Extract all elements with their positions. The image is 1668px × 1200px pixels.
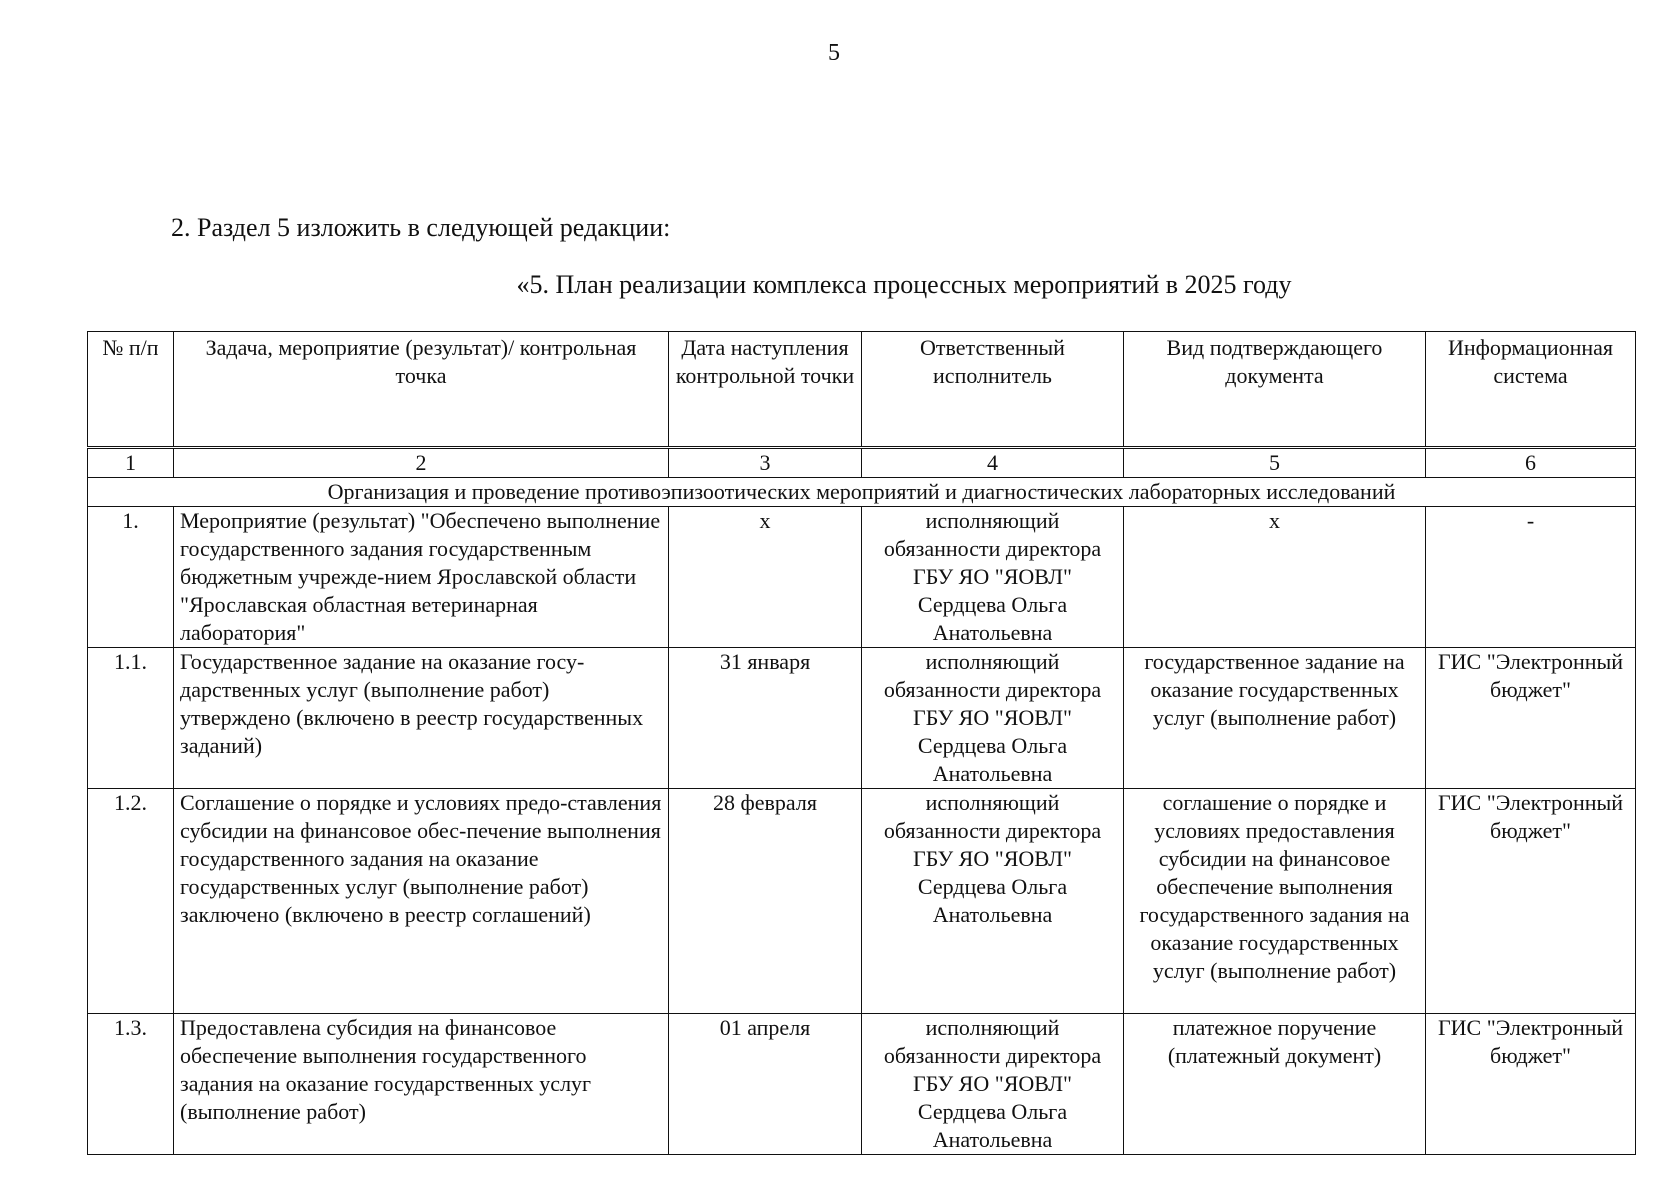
row-task: Государственное задание на оказание госу-дарственных услуг (выполнение работ) утверждено (включено в реестр государственных заданий)	[174, 648, 669, 789]
header-cell-document: Вид подтверждающего документа	[1124, 332, 1426, 448]
row-document: платежное поручение (платежный документ)	[1124, 1014, 1426, 1155]
row-document: соглашение о порядке и условиях предоставления субсидии на финансовое обеспечение выполнения государственного задания на оказание государственных услуг (выполнение работ)	[1124, 789, 1426, 1014]
header-cell-executor: Ответственный исполнитель	[862, 332, 1124, 448]
table-header-row	[88, 332, 1636, 448]
row-system: -	[1426, 507, 1636, 648]
column-number-row	[88, 448, 1636, 478]
row-date: 28 февраля	[669, 789, 862, 1014]
table-row	[88, 507, 1636, 648]
table-title: «5. План реализации комплекса процессных мероприятий в 2025 году	[516, 270, 1292, 299]
row-number: 1.2.	[88, 789, 174, 1014]
row-number: 1.	[88, 507, 174, 648]
page-number: 5	[828, 40, 840, 66]
row-system: ГИС "Электронный бюджет"	[1426, 789, 1636, 1014]
header-cell-task: Задача, мероприятие (результат)/ контрольная точка	[174, 332, 669, 448]
row-document: x	[1124, 507, 1426, 648]
column-number-cell: 6	[1426, 448, 1636, 478]
table-row	[88, 1014, 1636, 1155]
intro-paragraph: 2. Раздел 5 изложить в следующей редакции:	[171, 213, 671, 242]
row-task: Предоставлена субсидия на финансовое обеспечение выполнения государственного задания на оказание государственных услуг (выполнение работ)	[174, 1014, 669, 1155]
header-cell-number: № п/п	[88, 332, 174, 448]
section-row	[88, 478, 1636, 507]
column-number-cell: 1	[88, 448, 174, 478]
column-number-cell: 4	[862, 448, 1124, 478]
row-document: государственное задание на оказание государственных услуг (выполнение работ)	[1124, 648, 1426, 789]
row-executor: исполняющий обязанности директора ГБУ ЯО "ЯОВЛ" Сердцева Ольга Анатольевна	[862, 648, 1124, 789]
header-cell-date: Дата наступления контрольной точки	[669, 332, 862, 448]
column-number-cell: 2	[174, 448, 669, 478]
row-executor: исполняющий обязанности директора ГБУ ЯО "ЯОВЛ" Сердцева Ольга Анатольевна	[862, 507, 1124, 648]
row-executor: исполняющий обязанности директора ГБУ ЯО "ЯОВЛ" Сердцева Ольга Анатольевна	[862, 1014, 1124, 1155]
plan-table	[87, 331, 1636, 1155]
row-system: ГИС "Электронный бюджет"	[1426, 648, 1636, 789]
table-row	[88, 789, 1636, 1014]
row-number: 1.3.	[88, 1014, 174, 1155]
column-number-cell: 5	[1124, 448, 1426, 478]
row-number: 1.1.	[88, 648, 174, 789]
row-executor: исполняющий обязанности директора ГБУ ЯО "ЯОВЛ" Сердцева Ольга Анатольевна	[862, 789, 1124, 1014]
row-task: Соглашение о порядке и условиях предо-ставления субсидии на финансовое обес-печение выполнения государственного задания на оказание государственных услуг (выполнение работ) заключено (включено в реестр соглашений)	[174, 789, 669, 1014]
row-task: Мероприятие (результат) "Обеспечено выполнение государственного задания государственным бюджетным учрежде-нием Ярославской области "Ярославская областная ветеринарная лаборатория"	[174, 507, 669, 648]
row-date: x	[669, 507, 862, 648]
table-row	[88, 648, 1636, 789]
column-number-cell: 3	[669, 448, 862, 478]
header-cell-system: Информационная система	[1426, 332, 1636, 448]
row-date: 01 апреля	[669, 1014, 862, 1155]
section-title: Организация и проведение противоэпизоотических мероприятий и диагностических лабораторных исследований	[88, 478, 1636, 507]
row-date: 31 января	[669, 648, 862, 789]
row-system: ГИС "Электронный бюджет"	[1426, 1014, 1636, 1155]
